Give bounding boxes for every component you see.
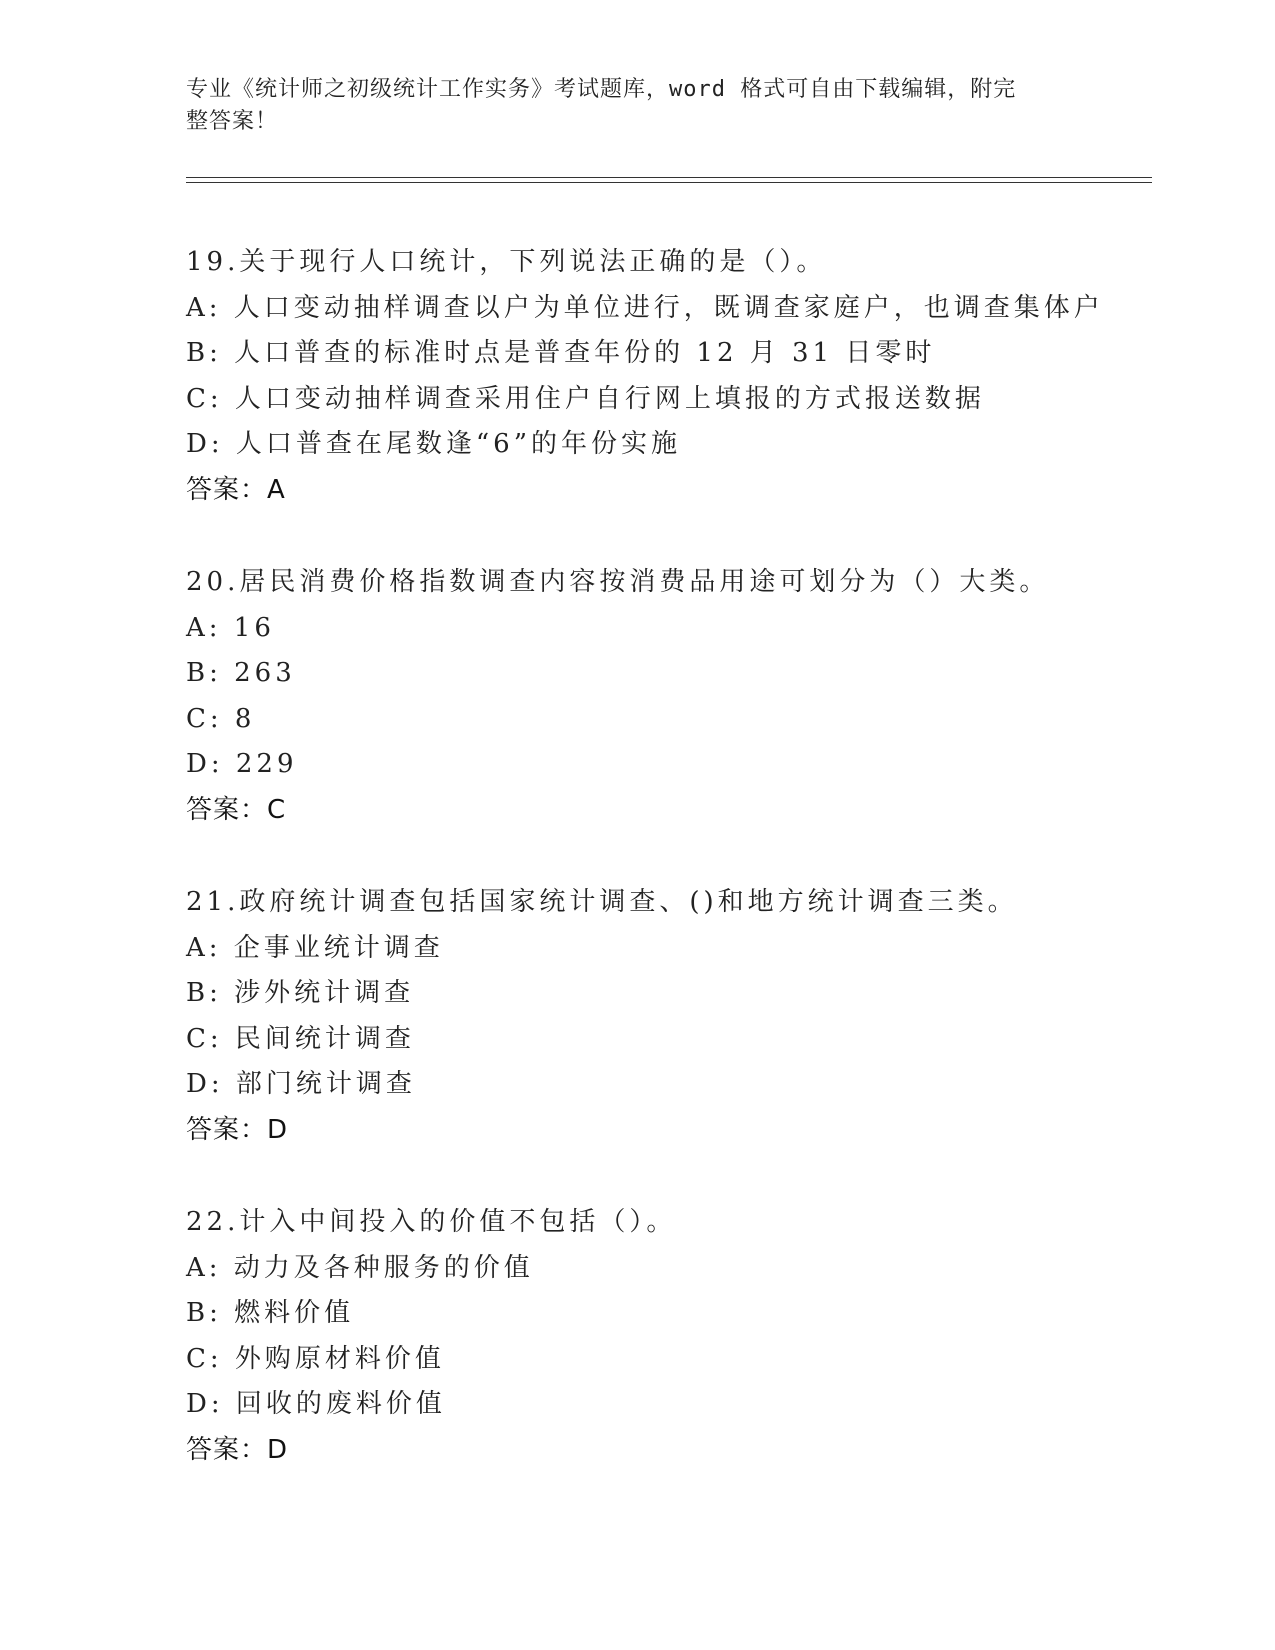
header-line-2: 整答案！: [186, 109, 279, 134]
question-stem: 19.关于现行人口统计，下列说法正确的是（）。: [186, 247, 827, 277]
question-stem: 21.政府统计调查包括国家统计调查、()和地方统计调查三类。: [186, 887, 1018, 917]
option-a: A: 动力及各种服务的价值: [186, 1252, 534, 1283]
question-21: [186, 880, 1186, 1153]
option-c: C: 人口变动抽样调查采用住户自行网上填报的方式报送数据: [186, 383, 985, 414]
option-a: A: 16: [186, 612, 275, 643]
question-19: [186, 240, 1186, 513]
question-20: [186, 560, 1186, 833]
question-list: [186, 240, 1186, 1520]
option-c: C: 民间统计调查: [186, 1023, 415, 1054]
option-d: D: 人口普查在尾数逢“6”的年份实施: [186, 429, 681, 459]
option-d: D: 部门统计调查: [186, 1069, 416, 1099]
answer-line: 答案：A: [186, 474, 286, 505]
option-b: B: 燃料价值: [186, 1298, 355, 1328]
document-header: [186, 74, 1066, 138]
option-c: C: 8: [186, 703, 256, 734]
header-divider-top: [186, 177, 1152, 178]
question-stem: 20.居民消费价格指数调查内容按消费品用途可划分为（）大类。: [186, 567, 1050, 597]
question-stem: 22.计入中间投入的价值不包括（）。: [186, 1207, 677, 1237]
option-a: A: 企事业统计调查: [186, 932, 444, 963]
option-b: B: 263: [186, 658, 296, 688]
header-line-1: 专业《统计师之初级统计工作实务》考试题库，word 格式可自由下载编辑，附完: [186, 77, 1017, 102]
answer-line: 答案：C: [186, 794, 287, 825]
answer-line: 答案：D: [186, 1114, 289, 1145]
answer-line: 答案：D: [186, 1434, 289, 1465]
option-a: A: 人口变动抽样调查以户为单位进行，既调查家庭户，也调查集体户: [186, 292, 1104, 323]
option-d: D: 回收的废料价值: [186, 1389, 446, 1419]
option-d: D: 229: [186, 749, 298, 779]
option-b: B: 人口普查的标准时点是普查年份的 12 月 31 日零时: [186, 338, 936, 368]
option-c: C: 外购原材料价值: [186, 1343, 445, 1374]
header-divider-bottom: [186, 182, 1152, 183]
option-b: B: 涉外统计调查: [186, 978, 415, 1008]
question-22: [186, 1200, 1186, 1473]
